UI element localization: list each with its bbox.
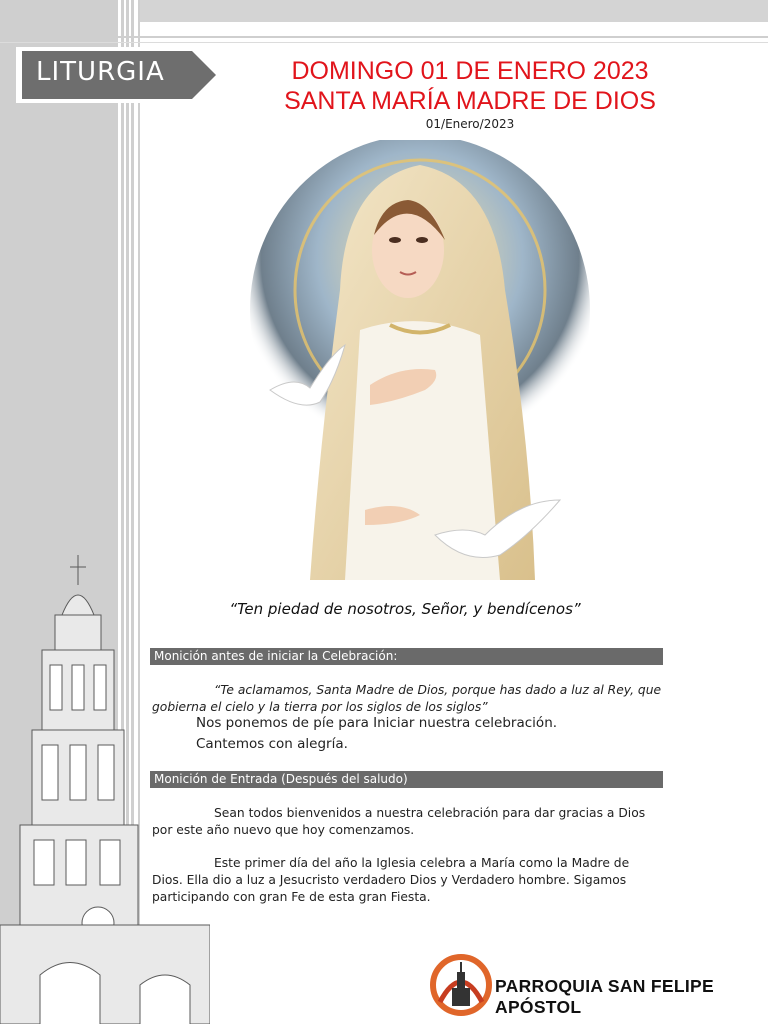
entrance-paragraph-2: Este primer día del año la Iglesia celebra a María como la Madre de Dios. Ella dio a luz a Jesucristo verdadero Dios y Verdadero hombre. Sigamos participando con gran Fe de esta gran Fiesta. (152, 856, 630, 904)
parish-name: PARROQUIA SAN FELIPE APÓSTOL (495, 976, 714, 1017)
page-title-line1: DOMINGO 01 DE ENERO 2023 (291, 57, 649, 85)
instruction-stand: Nos ponemos de píe para Iniciar nuestra celebración. (196, 715, 558, 731)
parish-logo (430, 950, 760, 1020)
refrain-quote: “Ten piedad de nosotros, Señor, y bendícenos” (229, 600, 581, 618)
page-date: 01/Enero/2023 (425, 117, 515, 131)
liturgia-banner (16, 47, 222, 103)
section-heading-monicion-entrada: Monición de Entrada (Después del saludo) (150, 771, 663, 788)
opening-antiphon: “Te aclamamos, Santa Madre de Dios, porque has dado a luz al Rey, que gobierna el cielo y la tierra por los siglos de los siglos” (152, 683, 662, 714)
top-band (140, 0, 768, 22)
church-tower-illustration (0, 555, 210, 1024)
section-heading-monicion-inicio: Monición antes de iniciar la Celebración: (150, 648, 663, 665)
parish-emblem-icon (430, 952, 492, 1018)
virgin-mary-image (250, 140, 590, 580)
banner-label: LITURGIA (36, 57, 165, 87)
entrance-paragraph-1: Sean todos bienvenidos a nuestra celebración para dar gracias a Dios por este año nuevo que hoy comenzamos. (152, 806, 646, 837)
instruction-sing: Cantemos con alegría. (196, 736, 348, 752)
top-divider (0, 42, 768, 43)
top-divider (0, 36, 768, 38)
page-title-line2: SANTA MARÍA MADRE DE DIOS (284, 87, 656, 115)
